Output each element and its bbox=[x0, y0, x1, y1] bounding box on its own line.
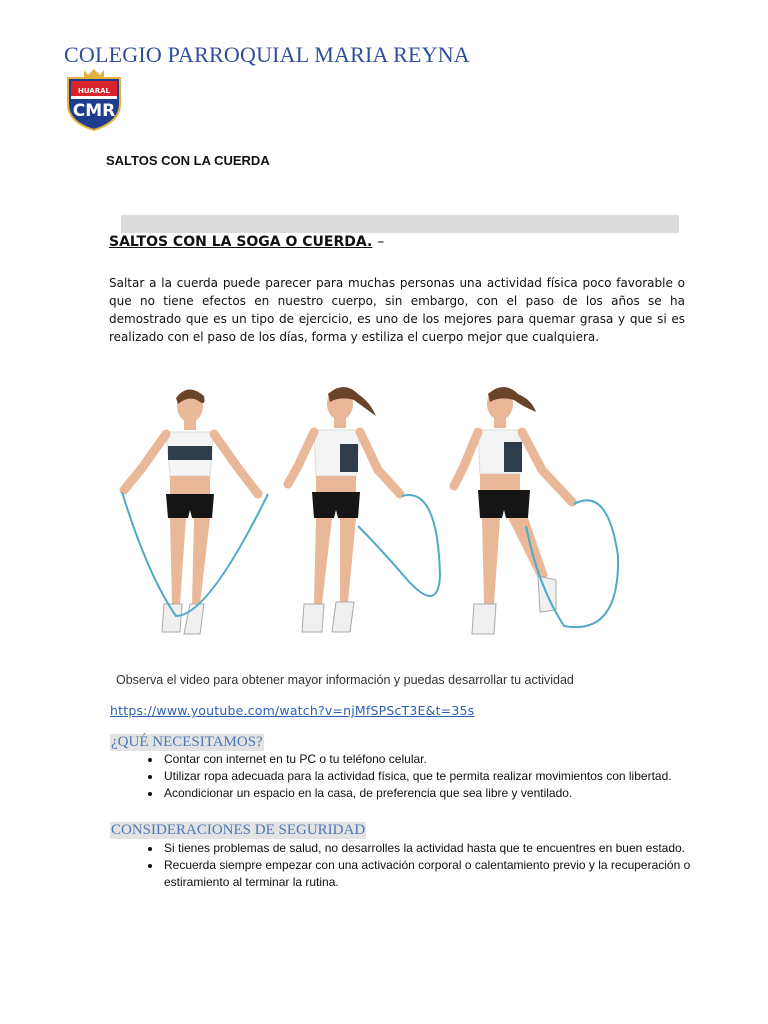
needs-list bbox=[132, 751, 702, 802]
school-name: COLEGIO PARROQUIAL MARIA REYNA bbox=[64, 42, 470, 67]
jumper-figure-1 bbox=[122, 389, 268, 634]
crest-top-text: HUARAL bbox=[77, 87, 111, 95]
safety-list bbox=[132, 840, 702, 891]
jumper-figure-3 bbox=[454, 387, 618, 634]
crest-text: CMR bbox=[72, 101, 116, 121]
list-item: • Si tienes problemas de salud, no desarrolles la actividad hasta que te encuentres en buen estado. bbox=[162, 840, 702, 857]
safety-heading: CONSIDERACIONES DE SEGURIDAD bbox=[111, 822, 366, 838]
jump-rope-figures-icon bbox=[108, 376, 678, 646]
section-title bbox=[109, 234, 384, 250]
list-item: • Acondicionar un espacio en la casa, de preferencia que sea libre y ventilado. bbox=[162, 785, 702, 802]
school-crest-icon bbox=[62, 66, 126, 132]
gray-band bbox=[121, 215, 679, 233]
list-item: • Utilizar ropa adecuada para la actividad física, que te permita realizar movimientos con libertad. bbox=[162, 768, 702, 785]
video-link[interactable]: https://www.youtube.com/watch?v=njMfSPScT3E&t=35s bbox=[110, 703, 475, 718]
section-title-text: SALTOS CON LA SOGA O CUERDA. bbox=[109, 234, 373, 250]
needs-heading: ¿QUÉ NECESITAMOS? bbox=[111, 734, 263, 750]
page-heading: SALTOS CON LA CUERDA bbox=[106, 153, 270, 168]
intro-paragraph: Saltar a la cuerda puede parecer para muchas personas una actividad física poco favorable o que no tiene efectos en nuestro cuerpo, sin embargo, con el paso de los años se ha demostrado que es un tipo de ejercicio, es uno de los mejores para quemar grasa y que si es realizado con el paso de los días, forma y estiliza el cuerpo mejor que cualquiera. bbox=[109, 276, 685, 344]
section-title-suffix: – bbox=[377, 234, 385, 250]
video-caption: Observa el video para obtener mayor información y puedas desarrollar tu actividad bbox=[116, 673, 574, 687]
list-item: • Contar con internet en tu PC o tu teléfono celular. bbox=[162, 751, 702, 768]
jumper-figure-2 bbox=[288, 387, 440, 632]
list-item: • Recuerda siempre empezar con una activación corporal o calentamiento previo y la recuperación o estiramiento al terminar la rutina. bbox=[162, 857, 702, 891]
